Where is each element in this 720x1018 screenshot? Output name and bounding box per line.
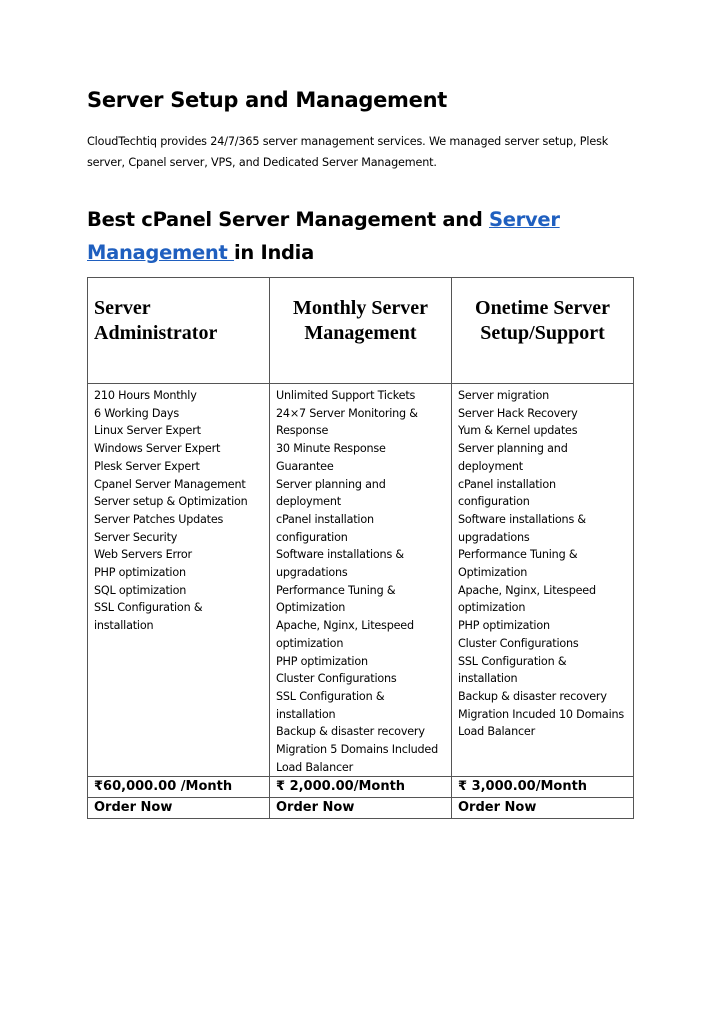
feature-item: Web Servers Error	[94, 548, 192, 562]
feature-item: Server Hack Recovery	[458, 406, 578, 420]
price-monthly-server-management: ₹ 2,000.00/Month	[270, 777, 452, 798]
order-now-button[interactable]: Order Now	[276, 800, 355, 816]
feature-item: Server setup & Optimization	[94, 495, 248, 509]
features-onetime-server-setup	[452, 384, 634, 777]
feature-item: Cluster Configurations	[458, 636, 579, 650]
feature-item: Server migration	[458, 389, 550, 402]
intro-paragraph: CloudTechtiq provides 24/7/365 server management services. We managed server setup, Plesk server, Cpanel server, VPS, and Dedicated Server Management.	[87, 135, 609, 169]
page-title: Server Setup and Management	[87, 88, 447, 112]
feature-item: 24×7 Server Monitoring & Response	[276, 406, 418, 438]
features-server-administrator	[88, 384, 270, 777]
feature-item: 6 Working Days	[94, 406, 179, 420]
feature-item: SSL Configuration & installation	[458, 654, 567, 686]
feature-item: Yum & Kernel updates	[458, 424, 578, 438]
feature-item: PHP optimization	[458, 619, 550, 633]
feature-item: Server Patches Updates	[94, 512, 224, 526]
price-onetime-server-setup: ₹ 3,000.00/Month	[452, 777, 634, 798]
header-onetime-server-setup: Onetime Server Setup/Support	[452, 278, 634, 384]
feature-item: Cpanel Server Management	[94, 477, 246, 491]
feature-item: Server planning and deployment	[458, 442, 568, 473]
feature-item: Backup & disaster recovery	[276, 725, 425, 739]
order-cell-monthly-server-management	[270, 798, 452, 819]
feature-item: Windows Server Expert	[94, 442, 221, 456]
feature-item: Plesk Server Expert	[94, 459, 200, 473]
section-heading	[87, 203, 647, 269]
price-server-administrator: ₹60,000.00 /Month	[88, 777, 270, 798]
feature-item: SQL optimization	[94, 583, 187, 597]
feature-item: Migration 5 Domains Included	[276, 743, 438, 757]
feature-item: cPanel installation configuration	[276, 512, 374, 544]
order-row	[88, 798, 634, 819]
feature-item: PHP optimization	[276, 654, 368, 668]
feature-item: Load Balancer	[276, 760, 354, 774]
heading-prefix: Best cPanel Server Management and	[87, 208, 490, 231]
features-row	[88, 384, 634, 777]
feature-item: Performance Tuning & Optimization	[458, 548, 578, 580]
header-row	[88, 278, 634, 384]
server-management-link[interactable]: Server Management	[87, 208, 560, 264]
feature-item: PHP optimization	[94, 566, 186, 580]
feature-item: Performance Tuning & Optimization	[276, 583, 396, 615]
order-now-button[interactable]: Order Now	[94, 800, 173, 816]
feature-item: Software installations & upgradations	[276, 548, 404, 580]
header-monthly-server-management: Monthly Server Management	[270, 278, 452, 384]
feature-item: Linux Server Expert	[94, 424, 201, 438]
feature-item: Server planning and deployment	[276, 477, 386, 509]
feature-item: Apache, Nginx, Litespeed optimization	[458, 583, 596, 615]
feature-item: Unlimited Support Tickets	[276, 389, 416, 402]
feature-item: 210 Hours Monthly	[94, 389, 197, 402]
feature-item: 30 Minute Response Guarantee	[276, 442, 386, 473]
price-row	[88, 777, 634, 798]
order-now-button[interactable]: Order Now	[458, 800, 537, 816]
pricing-table	[87, 277, 634, 819]
feature-item: Server Security	[94, 530, 178, 544]
feature-item: Software installations & upgradations	[458, 512, 586, 544]
feature-item: Backup & disaster recovery	[458, 689, 607, 703]
feature-item: cPanel installation configuration	[458, 477, 556, 509]
order-cell-onetime-server-setup	[452, 798, 634, 819]
order-cell-server-administrator	[88, 798, 270, 819]
feature-item: SSL Configuration & installation	[94, 601, 203, 633]
feature-item: SSL Configuration & installation	[276, 689, 385, 721]
feature-item: Load Balancer	[458, 725, 536, 739]
feature-item: Cluster Configurations	[276, 672, 397, 686]
feature-item: Apache, Nginx, Litespeed optimization	[276, 619, 414, 650]
heading-suffix: in India	[234, 241, 314, 264]
header-server-administrator: Server Administrator	[88, 278, 270, 384]
features-monthly-server-management	[270, 384, 452, 777]
feature-item: Migration Incuded 10 Domains	[458, 707, 625, 721]
